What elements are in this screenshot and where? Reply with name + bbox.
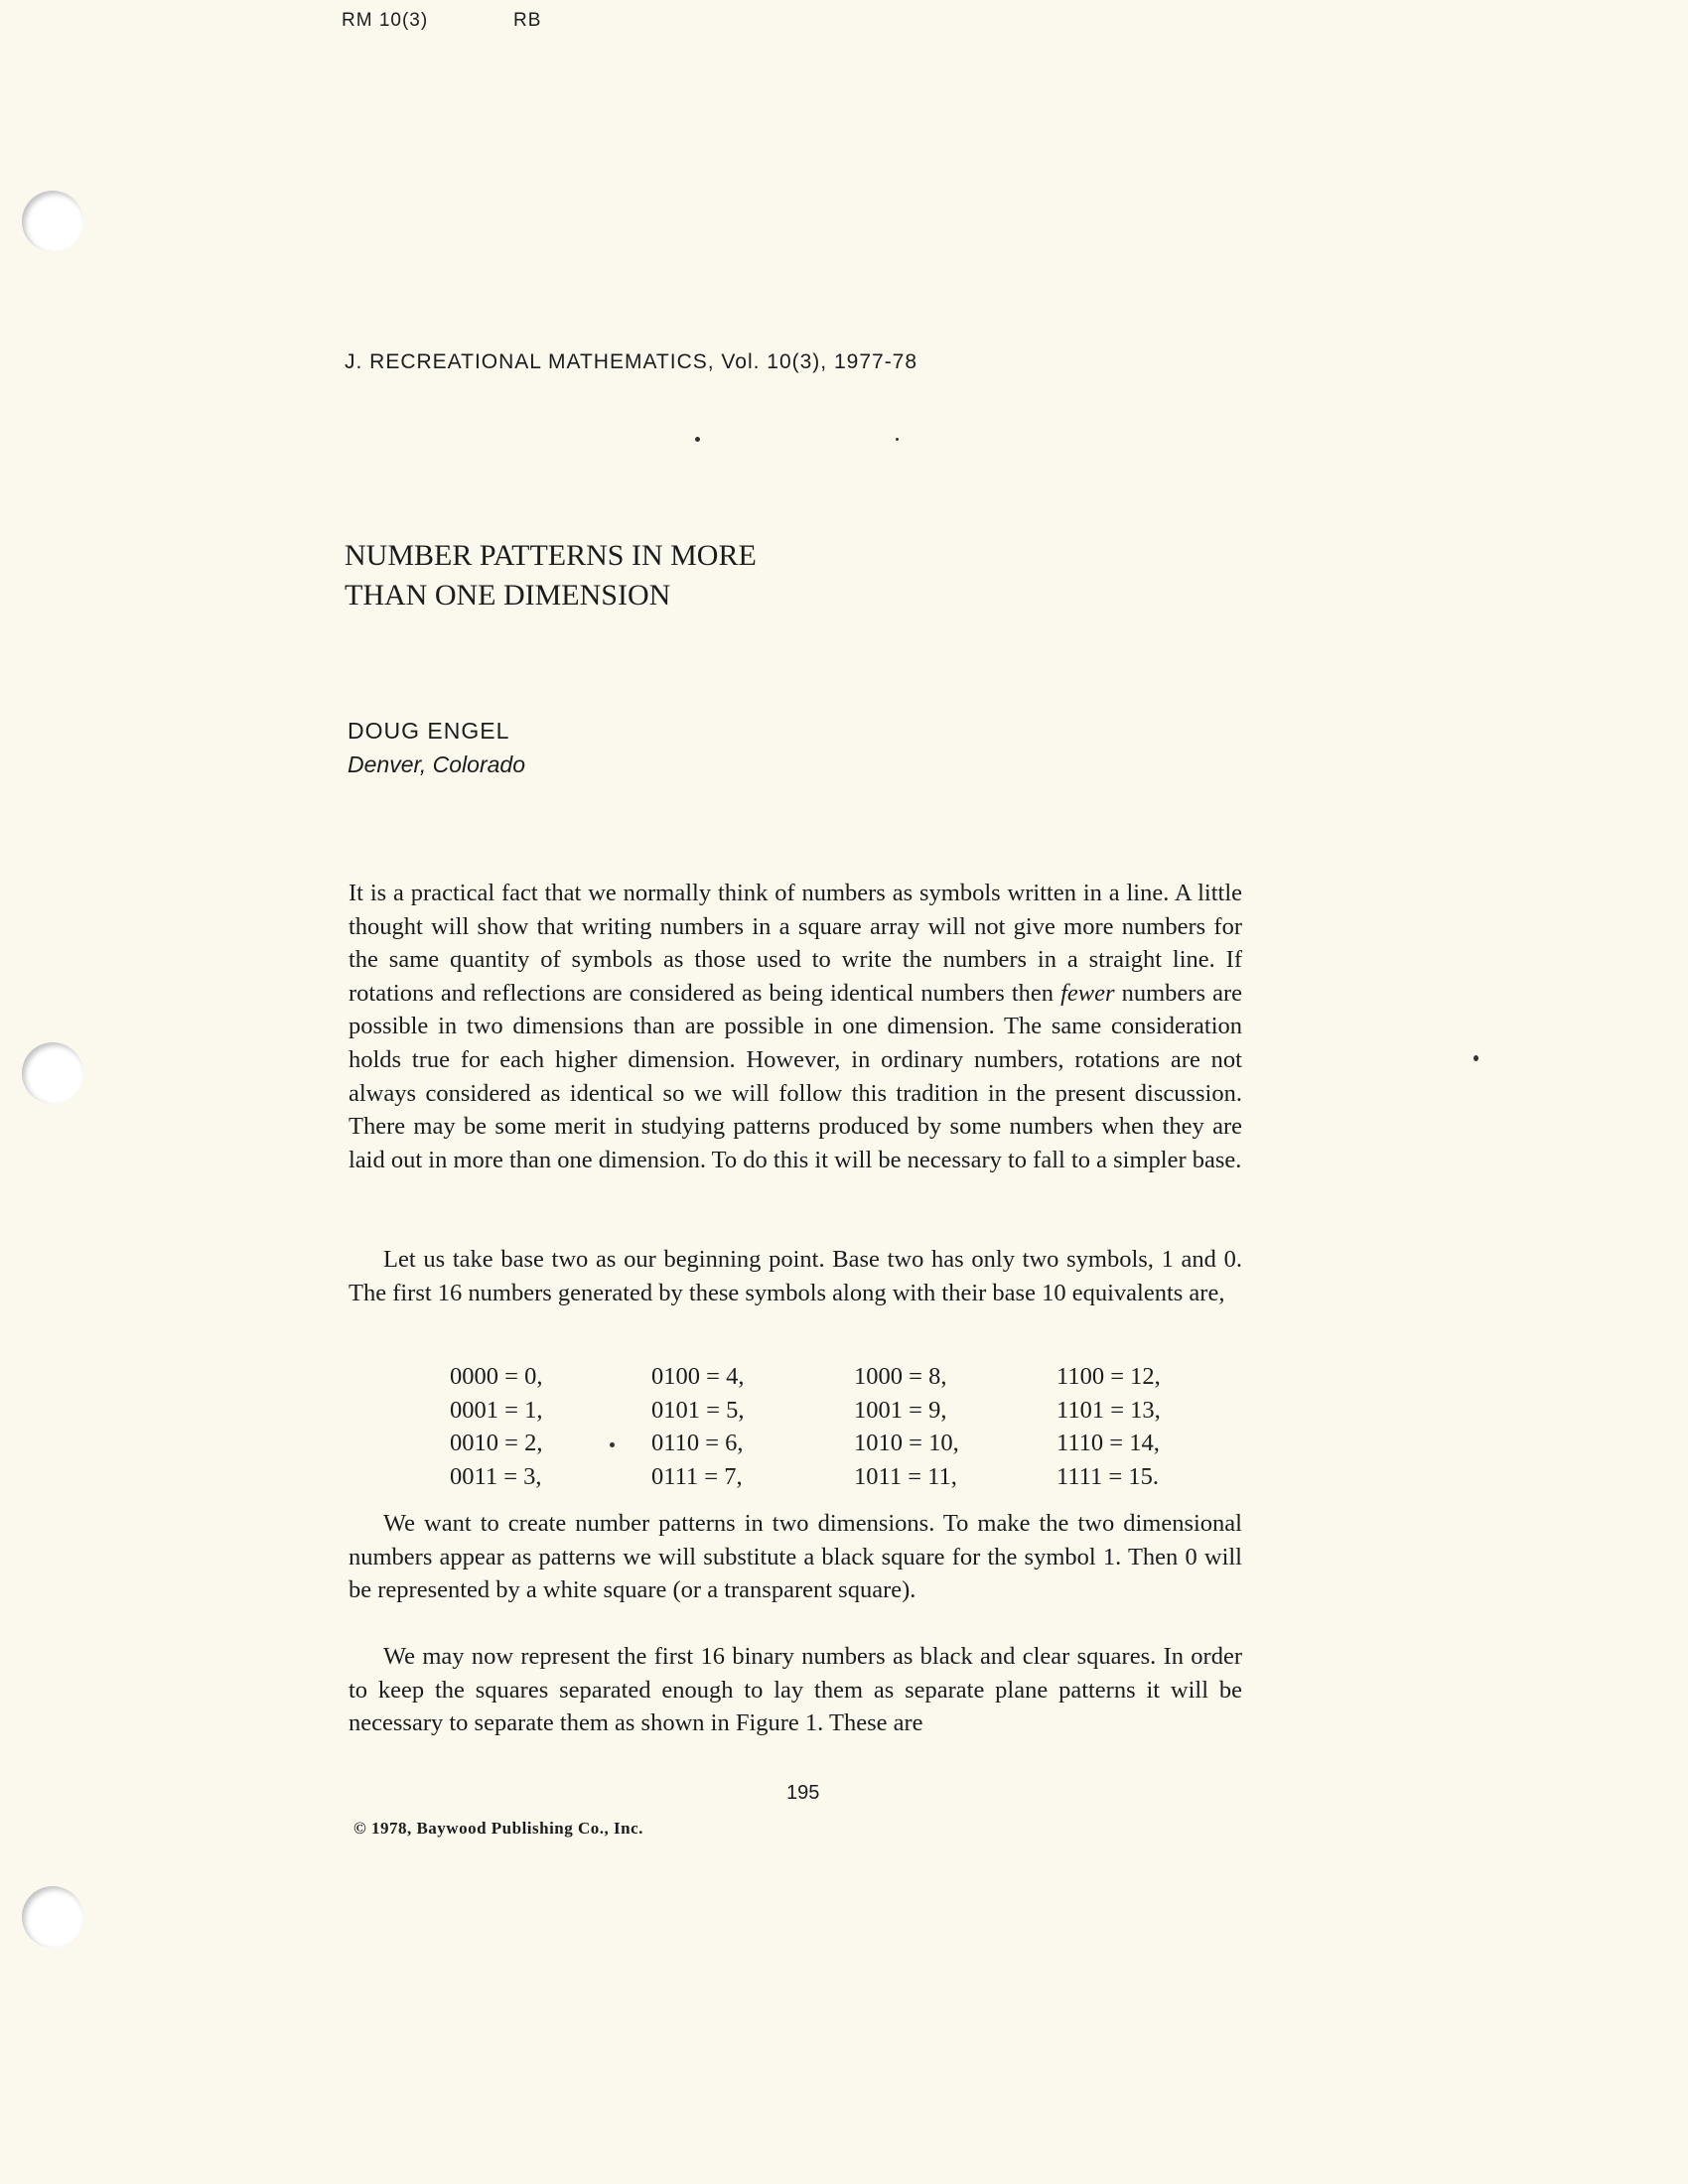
para1-text-end: numbers are possible in two dimensions than are possible in one dimension. The same consideration holds true for each higher dimension. However, in ordinary numbers, rotations are not always considered as identical so we will follow this tradition in the present discussion. There may be some merit in studying patterns produced by some numbers when they are laid out in more than one dimension. To do this it will be necessary to fall to a simpler base.	[349, 979, 1242, 1173]
binary-entry: 0101 = 5,	[651, 1396, 745, 1424]
body-paragraph-1	[349, 877, 1242, 1176]
binary-column-1	[450, 1360, 542, 1493]
punch-hole-middle	[22, 1042, 83, 1104]
para1-text-start: It is a practical fact that we normally think of numbers as symbols written in a line. A little thought will show that writing numbers in a square array will not give more numbers for the same quantity of symbols as those used to write the numbers in a straight line. If rotations and reflections are considered as being identical numbers then	[349, 880, 1242, 1007]
binary-entry: 0011 = 3,	[450, 1462, 542, 1490]
copyright-notice: © 1978, Baywood Publishing Co., Inc.	[353, 1819, 643, 1838]
punch-hole-bottom	[22, 1886, 83, 1948]
binary-entry: 1010 = 10,	[854, 1430, 959, 1457]
binary-column-2	[651, 1360, 744, 1493]
speck-mark	[1474, 1055, 1478, 1061]
binary-entry: 1111 = 15.	[1056, 1462, 1159, 1490]
para1-emphasis: fewer	[1060, 979, 1115, 1007]
binary-column-3	[854, 1360, 959, 1493]
author-name: DOUG ENGEL	[348, 718, 510, 744]
binary-entry: 1001 = 9,	[854, 1396, 947, 1424]
binary-entry: 1101 = 13,	[1056, 1396, 1161, 1424]
binary-entry: 0111 = 7,	[651, 1462, 743, 1490]
binary-entry: 0110 = 6,	[651, 1430, 744, 1457]
body-paragraph-3: We want to create number patterns in two dimensions. To make the two dimensional numbers appear as patterns we will substitute a black square for the symbol 1. Then 0 will be represented by a white square (or a transparent square).	[349, 1510, 1242, 1604]
binary-entry: 1100 = 12,	[1056, 1363, 1161, 1390]
binary-entry: 1011 = 11,	[854, 1462, 957, 1490]
binary-entry: 0000 = 0,	[450, 1363, 543, 1390]
document-initials: RB	[513, 10, 542, 31]
page-number: 195	[786, 1782, 820, 1804]
binary-entry: 1000 = 8,	[854, 1363, 947, 1390]
binary-column-4	[1056, 1360, 1161, 1493]
speck-mark	[610, 1442, 615, 1447]
author-location: Denver, Colorado	[348, 751, 525, 777]
binary-entry: 0100 = 4,	[651, 1363, 745, 1390]
title-line-2: THAN ONE DIMENSION	[345, 579, 671, 612]
body-paragraph-4: We may now represent the first 16 binary numbers as black and clear squares. In order to keep the squares separated enough to lay them as separate plane patterns it will be necessary to separate them as shown in Figure 1. These are	[349, 1643, 1242, 1737]
body-paragraph-2: Let us take base two as our beginning point. Base two has only two symbols, 1 and 0. The first 16 numbers generated by these symbols along with their base 10 equivalents are,	[349, 1246, 1242, 1306]
speck-mark	[896, 438, 899, 441]
speck-mark	[695, 437, 700, 442]
binary-entry: 0001 = 1,	[450, 1396, 543, 1424]
punch-hole-top	[22, 191, 83, 252]
binary-entry: 0010 = 2,	[450, 1430, 543, 1457]
article-title	[345, 536, 757, 615]
binary-entry: 1110 = 14,	[1056, 1430, 1160, 1457]
document-code: RM 10(3)	[342, 10, 429, 31]
title-line-1: NUMBER PATTERNS IN MORE	[345, 539, 757, 572]
journal-citation: J. RECREATIONAL MATHEMATICS, Vol. 10(3), 1977-78	[345, 350, 918, 373]
